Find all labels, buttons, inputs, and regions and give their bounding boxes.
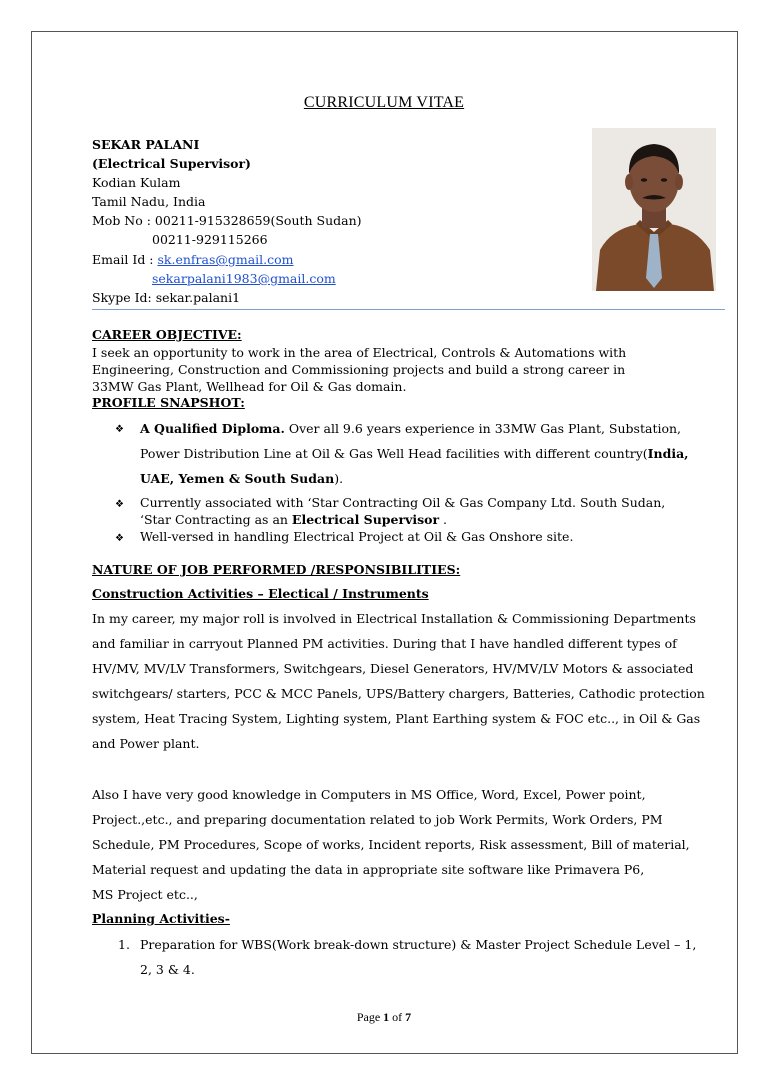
mobile-label: Mob No : — [92, 213, 155, 228]
address-line-1: Kodian Kulam — [92, 175, 181, 190]
planning-item-1-line-1: Preparation for WBS(Work break-down structure) & Master Project Schedule Level – 1, — [140, 937, 697, 952]
profile-bullet-1-line-2-bold: India, — [647, 446, 689, 461]
address-line-2: Tamil Nadu, India — [92, 194, 206, 209]
candidate-name: SEKAR PALANI — [92, 137, 200, 152]
construction-activities-subheading: Construction Activities – Electical / Instruments — [92, 586, 429, 601]
responsibility-paragraph-1-line: and Power plant. — [92, 736, 200, 751]
responsibility-paragraph-1-line: switchgears/ starters, PCC & MCC Panels, UPS/Battery chargers, Batteries, Cathodic protection — [92, 686, 705, 701]
page-total: 7 — [405, 1010, 412, 1024]
profile-snapshot-heading: PROFILE SNAPSHOT: — [92, 395, 245, 410]
mobile-number-2: 00211-929115266 — [152, 232, 268, 247]
profile-photo — [592, 128, 716, 291]
bullet-diamond-icon: ❖ — [115, 499, 124, 510]
bullet-diamond-icon: ❖ — [115, 533, 124, 544]
profile-bullet-1-line-3 — [140, 469, 343, 488]
responsibility-paragraph-2-line: Schedule, PM Procedures, Scope of works, Incident reports, Risk assessment, Bill of material, — [92, 837, 690, 852]
page-label: Page — [356, 1010, 384, 1024]
career-objective-heading: CAREER OBJECTIVE: — [92, 327, 242, 342]
profile-bullet-1-line-3-text: ). — [334, 471, 344, 486]
page-current: 1 — [383, 1010, 390, 1024]
page-number — [0, 1010, 768, 1025]
career-objective-line-2: Engineering, Construction and Commissioning projects and build a strong career in — [92, 362, 626, 377]
nature-of-job-heading: NATURE OF JOB PERFORMED /RESPONSIBILITIES: — [92, 562, 461, 577]
profile-bullet-1-bold: A Qualified Diploma. — [140, 421, 285, 436]
planning-activities-heading: Planning Activities- — [92, 911, 230, 926]
career-objective-line-1: I seek an opportunity to work in the area of Electrical, Controls & Automations with — [92, 345, 627, 360]
responsibility-paragraph-2-line: MS Project etc.., — [92, 887, 198, 902]
mobile-number-1: 00211-915328659(South Sudan) — [154, 213, 362, 228]
skype-id: Skype Id: sekar.palani1 — [92, 290, 241, 305]
profile-bullet-2-line-1: Currently associated with ‘Star Contracting Oil & Gas Company Ltd. South Sudan, — [140, 495, 666, 510]
profile-bullet-1-line-3-bold: UAE, Yemen & South Sudan — [140, 471, 335, 486]
profile-bullet-2-line-2-bold: Electrical Supervisor — [291, 512, 440, 527]
profile-bullet-1-line-1 — [140, 419, 681, 438]
responsibility-paragraph-1-line: and familiar in carryout Planned PM activities. During that I have handled different types of — [92, 636, 677, 651]
responsibility-paragraph-2-line: Material request and updating the data in appropriate site software like Primavera P6, — [92, 862, 645, 877]
email-link-1[interactable]: sk.enfras@gmail.com — [157, 252, 294, 267]
page-of-label: of — [389, 1010, 406, 1024]
header-divider — [92, 309, 725, 310]
profile-bullet-3: Well-versed in handling Electrical Project at Oil & Gas Onshore site. — [140, 529, 574, 544]
responsibility-paragraph-1-line: HV/MV, MV/LV Transformers, Switchgears, Diesel Generators, HV/MV/LV Motors & associated — [92, 661, 694, 676]
profile-bullet-1-line-2 — [140, 444, 689, 463]
planning-item-1-line-2: 2, 3 & 4. — [140, 962, 195, 977]
profile-bullet-2-line-2-end: . — [439, 512, 448, 527]
profile-bullet-2-line-2-text: ‘Star Contracting as an — [140, 512, 292, 527]
document-title: CURRICULUM VITAE — [303, 94, 465, 111]
bullet-diamond-icon: ❖ — [115, 424, 124, 435]
planning-item-1-number: 1. — [118, 937, 130, 952]
responsibility-paragraph-2-line: Project.,etc., and preparing documentation related to job Work Permits, Work Orders, PM — [92, 812, 663, 827]
profile-bullet-2-line-2 — [140, 511, 447, 528]
candidate-role: (Electrical Supervisor) — [92, 156, 251, 171]
career-objective-line-3: 33MW Gas Plant, Wellhead for Oil & Gas domain. — [92, 379, 407, 394]
responsibility-paragraph-2-line: Also I have very good knowledge in Computers in MS Office, Word, Excel, Power point, — [92, 787, 646, 802]
profile-photo-portrait — [592, 128, 716, 291]
email-row — [92, 250, 294, 269]
responsibility-paragraph-1-line: In my career, my major roll is involved in Electrical Installation & Commissioning Departments — [92, 611, 696, 626]
profile-bullet-1-rest: Over all 9.6 years experience in 33MW Gas Plant, Substation, — [284, 421, 682, 436]
email-label: Email Id : — [92, 252, 158, 267]
email-link-2[interactable]: sekarpalani1983@gmail.com — [152, 271, 336, 286]
profile-bullet-1-line-2-text: Power Distribution Line at Oil & Gas Well Head facilities with different country( — [140, 446, 648, 461]
responsibility-paragraph-1-line: system, Heat Tracing System, Lighting system, Plant Earthing system & FOC etc.., in Oil & Gas — [92, 711, 701, 726]
mobile-row — [92, 211, 362, 230]
